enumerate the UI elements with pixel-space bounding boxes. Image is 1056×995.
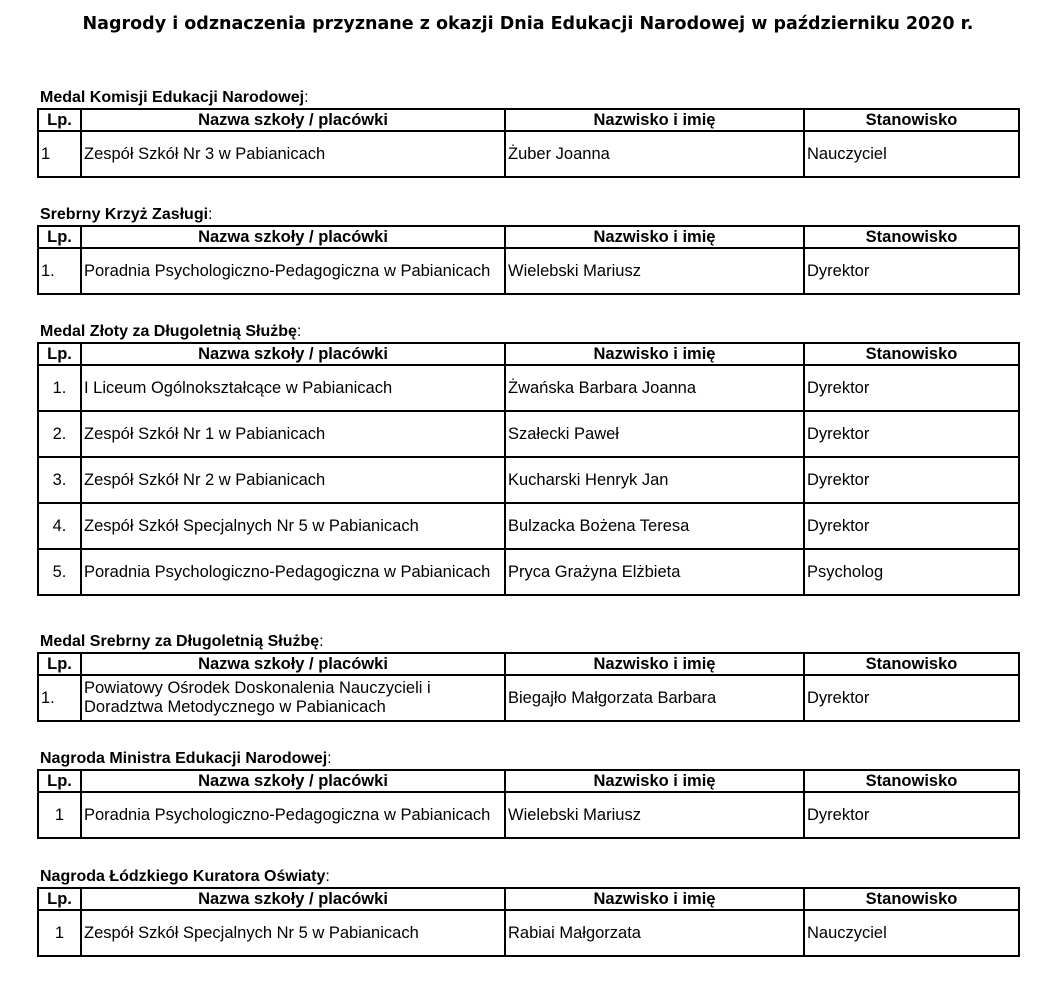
cell-school: Poradnia Psychologiczno-Pedagogiczna w Pabianicach bbox=[81, 792, 505, 838]
header-lp: Lp. bbox=[38, 653, 81, 675]
header-position: Stanowisko bbox=[804, 109, 1019, 131]
page-title: Nagrody i odznaczenia przyznane z okazji Dnia Edukacji Narodowej w październiku 2020 r. bbox=[82, 14, 974, 34]
section-medal-ken bbox=[37, 88, 1017, 178]
section-title: Srebrny Krzyż Zasługi: bbox=[40, 206, 213, 223]
cell-school: Powiatowy Ośrodek Doskonalenia Nauczycieli i Doradztwa Metodycznego w Pabianicach bbox=[81, 675, 505, 721]
awards-table bbox=[37, 225, 1020, 295]
cell-name: Bulzacka Bożena Teresa bbox=[505, 503, 804, 549]
header-lp: Lp. bbox=[38, 226, 81, 248]
awards-table bbox=[37, 342, 1020, 596]
header-name: Nazwisko i imię bbox=[505, 343, 804, 365]
cell-school: Zespół Szkół Nr 1 w Pabianicach bbox=[81, 411, 505, 457]
header-name: Nazwisko i imię bbox=[505, 653, 804, 675]
header-position: Stanowisko bbox=[804, 770, 1019, 792]
section-title: Medal Złoty za Długoletnią Służbę: bbox=[40, 323, 302, 340]
awards-table bbox=[37, 769, 1020, 839]
cell-position: Dyrektor bbox=[804, 248, 1019, 294]
section-nagroda-ministra bbox=[37, 749, 1017, 839]
cell-school: Zespół Szkół Nr 3 w Pabianicach bbox=[81, 131, 505, 177]
cell-lp: 4. bbox=[38, 503, 81, 549]
cell-name: Rabiai Małgorzata bbox=[505, 910, 804, 956]
cell-position: Dyrektor bbox=[804, 457, 1019, 503]
header-school: Nazwa szkoły / placówki bbox=[81, 109, 505, 131]
cell-school: Zespół Szkół Specjalnych Nr 5 w Pabianicach bbox=[81, 503, 505, 549]
section-title: Nagroda Ministra Edukacji Narodowej: bbox=[40, 750, 332, 767]
cell-school: I Liceum Ogólnokształcące w Pabianicach bbox=[81, 365, 505, 411]
header-position: Stanowisko bbox=[804, 343, 1019, 365]
header-position: Stanowisko bbox=[804, 226, 1019, 248]
table-row bbox=[38, 248, 1019, 294]
cell-name: Szałecki Paweł bbox=[505, 411, 804, 457]
cell-lp: 1. bbox=[38, 365, 81, 411]
header-school: Nazwa szkoły / placówki bbox=[81, 888, 505, 910]
header-school: Nazwa szkoły / placówki bbox=[81, 770, 505, 792]
table-row bbox=[38, 131, 1019, 177]
header-school: Nazwa szkoły / placówki bbox=[81, 653, 505, 675]
cell-lp: 1. bbox=[38, 675, 81, 721]
cell-lp: 2. bbox=[38, 411, 81, 457]
cell-lp: 3. bbox=[38, 457, 81, 503]
section-nagroda-kuratora bbox=[37, 867, 1017, 957]
cell-name: Biegajło Małgorzata Barbara bbox=[505, 675, 804, 721]
awards-table bbox=[37, 108, 1020, 178]
cell-position: Nauczyciel bbox=[804, 910, 1019, 956]
cell-name: Pryca Grażyna Elżbieta bbox=[505, 549, 804, 595]
cell-position: Dyrektor bbox=[804, 365, 1019, 411]
table-header-row bbox=[38, 653, 1019, 675]
cell-school: Poradnia Psychologiczno-Pedagogiczna w Pabianicach bbox=[81, 549, 505, 595]
cell-lp: 1. bbox=[38, 248, 81, 294]
cell-school: Poradnia Psychologiczno-Pedagogiczna w Pabianicach bbox=[81, 248, 505, 294]
section-medal-srebrny bbox=[37, 632, 1017, 722]
cell-position: Dyrektor bbox=[804, 503, 1019, 549]
header-lp: Lp. bbox=[38, 770, 81, 792]
section-medal-zloty bbox=[37, 322, 1017, 596]
cell-position: Psycholog bbox=[804, 549, 1019, 595]
cell-position: Nauczyciel bbox=[804, 131, 1019, 177]
header-lp: Lp. bbox=[38, 109, 81, 131]
header-name: Nazwisko i imię bbox=[505, 770, 804, 792]
table-row bbox=[38, 910, 1019, 956]
header-lp: Lp. bbox=[38, 343, 81, 365]
section-title: Nagroda Łódzkiego Kuratora Oświaty: bbox=[40, 868, 330, 885]
table-header-row bbox=[38, 109, 1019, 131]
section-title: Medal Srebrny za Długoletnią Służbę: bbox=[40, 633, 324, 650]
cell-lp: 1 bbox=[38, 792, 81, 838]
cell-name: Żwańska Barbara Joanna bbox=[505, 365, 804, 411]
section-title: Medal Komisji Edukacji Narodowej: bbox=[40, 89, 309, 106]
awards-table bbox=[37, 887, 1020, 957]
table-header-row bbox=[38, 770, 1019, 792]
awards-table bbox=[37, 652, 1020, 722]
cell-name: Żuber Joanna bbox=[505, 131, 804, 177]
table-header-row bbox=[38, 226, 1019, 248]
cell-school: Zespół Szkół Specjalnych Nr 5 w Pabianicach bbox=[81, 910, 505, 956]
section-srebrny-krzyz bbox=[37, 205, 1017, 295]
table-row bbox=[38, 411, 1019, 457]
header-school: Nazwa szkoły / placówki bbox=[81, 343, 505, 365]
table-row bbox=[38, 675, 1019, 721]
cell-name: Kucharski Henryk Jan bbox=[505, 457, 804, 503]
header-lp: Lp. bbox=[38, 888, 81, 910]
table-header-row bbox=[38, 343, 1019, 365]
cell-position: Dyrektor bbox=[804, 675, 1019, 721]
table-row bbox=[38, 457, 1019, 503]
header-name: Nazwisko i imię bbox=[505, 226, 804, 248]
cell-lp: 1 bbox=[38, 910, 81, 956]
header-position: Stanowisko bbox=[804, 888, 1019, 910]
table-row bbox=[38, 503, 1019, 549]
header-school: Nazwa szkoły / placówki bbox=[81, 226, 505, 248]
table-header-row bbox=[38, 888, 1019, 910]
table-row bbox=[38, 549, 1019, 595]
header-name: Nazwisko i imię bbox=[505, 109, 804, 131]
cell-position: Dyrektor bbox=[804, 792, 1019, 838]
table-row bbox=[38, 792, 1019, 838]
cell-name: Wielebski Mariusz bbox=[505, 792, 804, 838]
cell-lp: 1 bbox=[38, 131, 81, 177]
cell-school: Zespół Szkół Nr 2 w Pabianicach bbox=[81, 457, 505, 503]
cell-lp: 5. bbox=[38, 549, 81, 595]
header-name: Nazwisko i imię bbox=[505, 888, 804, 910]
header-position: Stanowisko bbox=[804, 653, 1019, 675]
table-row bbox=[38, 365, 1019, 411]
cell-name: Wielebski Mariusz bbox=[505, 248, 804, 294]
cell-position: Dyrektor bbox=[804, 411, 1019, 457]
